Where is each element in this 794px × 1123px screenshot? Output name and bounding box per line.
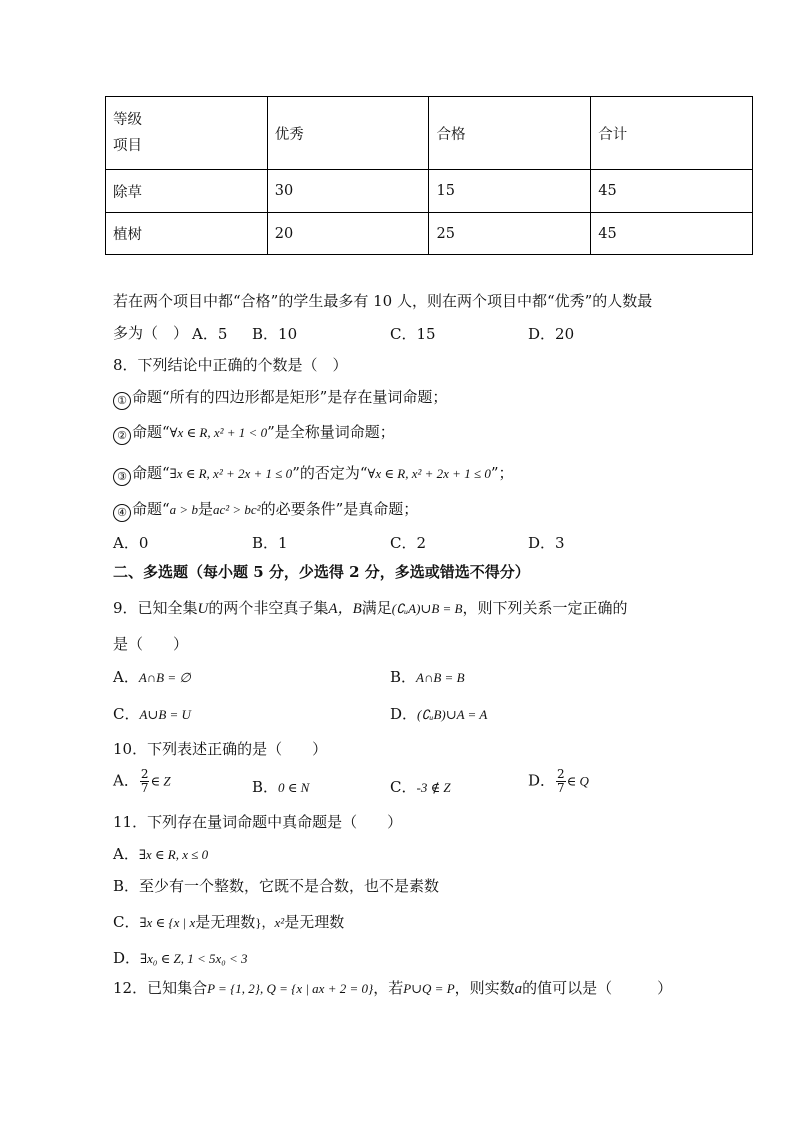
q7-line1: 若在两个项目中都“合格”的学生最多有 10 人，则在两个项目中都“优秀”的人数最 <box>113 292 653 310</box>
header-pass: 合格 <box>429 97 591 170</box>
q8-option-a: A．0 <box>113 534 149 552</box>
q10-option-a: A． $\frac{2}{7}$ ∈ Z <box>113 767 171 795</box>
math-expr: P = {1, 2}, Q = {x | ax + 2 = 0} <box>207 981 374 996</box>
q7-option-d: D．20 <box>528 325 575 343</box>
math-expr: ∃x ∈ R, x² + 2x + 1 ≤ 0 <box>169 466 293 481</box>
math-expr: ac² > bc² <box>212 502 261 517</box>
q11-option-c: C．∃x ∈ {x | x是无理数}，x²是无理数 <box>113 913 345 931</box>
q8-statement-1: ① 命题“所有的四边形都是矩形”是存在量词命题； <box>113 387 447 410</box>
q10-option-d: D． $\frac{2}{7}$ ∈ Q <box>528 767 589 795</box>
q8-stem: 8．下列结论中正确的个数是（ ） <box>113 356 348 374</box>
q9-line1: 9．已知全集U的两个非空真子集A，B满足(∁ᵤA)∪B = B，则下列关系一定正确的 <box>113 599 628 617</box>
fraction: $\frac{2}{7}$ <box>557 767 565 795</box>
q10-stem: 10．下列表述正确的是（ ） <box>113 740 328 758</box>
circled-3: ③ <box>113 468 131 486</box>
q10-option-c: C．-3 ∉ Z <box>390 778 451 796</box>
q10-option-b: B．0 ∈ N <box>252 778 310 796</box>
table-cell: 20 <box>267 213 429 255</box>
row-label: 除草 <box>106 170 268 213</box>
header-excellent: 优秀 <box>267 97 429 170</box>
score-table <box>105 96 753 255</box>
header-total: 合计 <box>591 97 753 170</box>
table-cell: 45 <box>591 213 753 255</box>
q8-option-c: C．2 <box>390 534 427 552</box>
q11-stem: 11．下列存在量词命题中真命题是（ ） <box>113 813 403 831</box>
q7-option-c: C．15 <box>390 325 436 343</box>
math-expr: (∁ᵤA)∪B = B <box>391 601 463 616</box>
fraction: $\frac{2}{7}$ <box>140 767 149 795</box>
table-corner-cell <box>106 97 268 170</box>
q8-option-b: B．1 <box>252 534 288 552</box>
table-cell: 15 <box>429 170 591 213</box>
q8-statement-3: ③ 命题“∃x ∈ R, x² + 2x + 1 ≤ 0”的否定为“∀x ∈ R, x² + 2x + 1 ≤ 0”； <box>113 463 514 486</box>
q7-option-a: A．5 <box>192 325 228 343</box>
q7-option-b: B．10 <box>252 325 298 343</box>
q12-stem: 12．已知集合P = {1, 2}, Q = {x | ax + 2 = 0}，若P∪Q = P，则实数a的值可以是（ ） <box>113 979 673 997</box>
q8-option-d: D．3 <box>528 534 565 552</box>
q7-line2 <box>113 323 188 343</box>
circled-2: ② <box>113 427 131 445</box>
q9-option-d: D．(∁ᵤB)∪A = A <box>390 705 488 723</box>
table-cell: 30 <box>267 170 429 213</box>
q11-option-a: A．∃x ∈ R, x ≤ 0 <box>113 845 209 863</box>
q7-stem-end: 多为（ ） <box>113 324 189 342</box>
q11-option-b: B．至少有一个整数，它既不是合数，也不是素数 <box>113 877 440 895</box>
math-expr: ∀x ∈ R, x² + 1 < 0 <box>169 425 268 440</box>
table-cell: 25 <box>429 213 591 255</box>
q9-option-a: A．A∩B = ∅ <box>113 668 191 686</box>
table-row <box>106 170 753 213</box>
math-expr: a > b <box>169 502 198 517</box>
table-cell: 45 <box>591 170 753 213</box>
row-label: 植树 <box>106 213 268 255</box>
section-title-multiple-choice: 二、多选题（每小题 5 分，少选得 2 分，多选或错选不得分） <box>113 563 530 581</box>
q8-statement-4: ④ 命题“a > b是ac² > bc²的必要条件”是真命题； <box>113 499 418 522</box>
q8-statement-2: ② 命题“∀x ∈ R, x² + 1 < 0”是全称量词命题； <box>113 422 395 445</box>
table-header-row <box>106 97 753 170</box>
circled-4: ④ <box>113 504 131 522</box>
q9-option-b: B．A∩B = B <box>390 668 465 686</box>
math-expr: ∀x ∈ R, x² + 2x + 1 ≤ 0 <box>367 466 491 481</box>
q9-line2: 是（ ） <box>113 635 189 653</box>
table-row <box>106 213 753 255</box>
math-expr: P∪Q = P <box>403 981 455 996</box>
q9-option-c: C．A∪B = U <box>113 705 191 723</box>
corner-label-item: 项目 <box>113 138 142 154</box>
q11-option-d: D．∃x₀ ∈ Z, 1 < 5x₀ < 3 <box>113 949 248 967</box>
circled-1: ① <box>113 392 131 410</box>
corner-label-grade: 等级 <box>113 112 142 128</box>
